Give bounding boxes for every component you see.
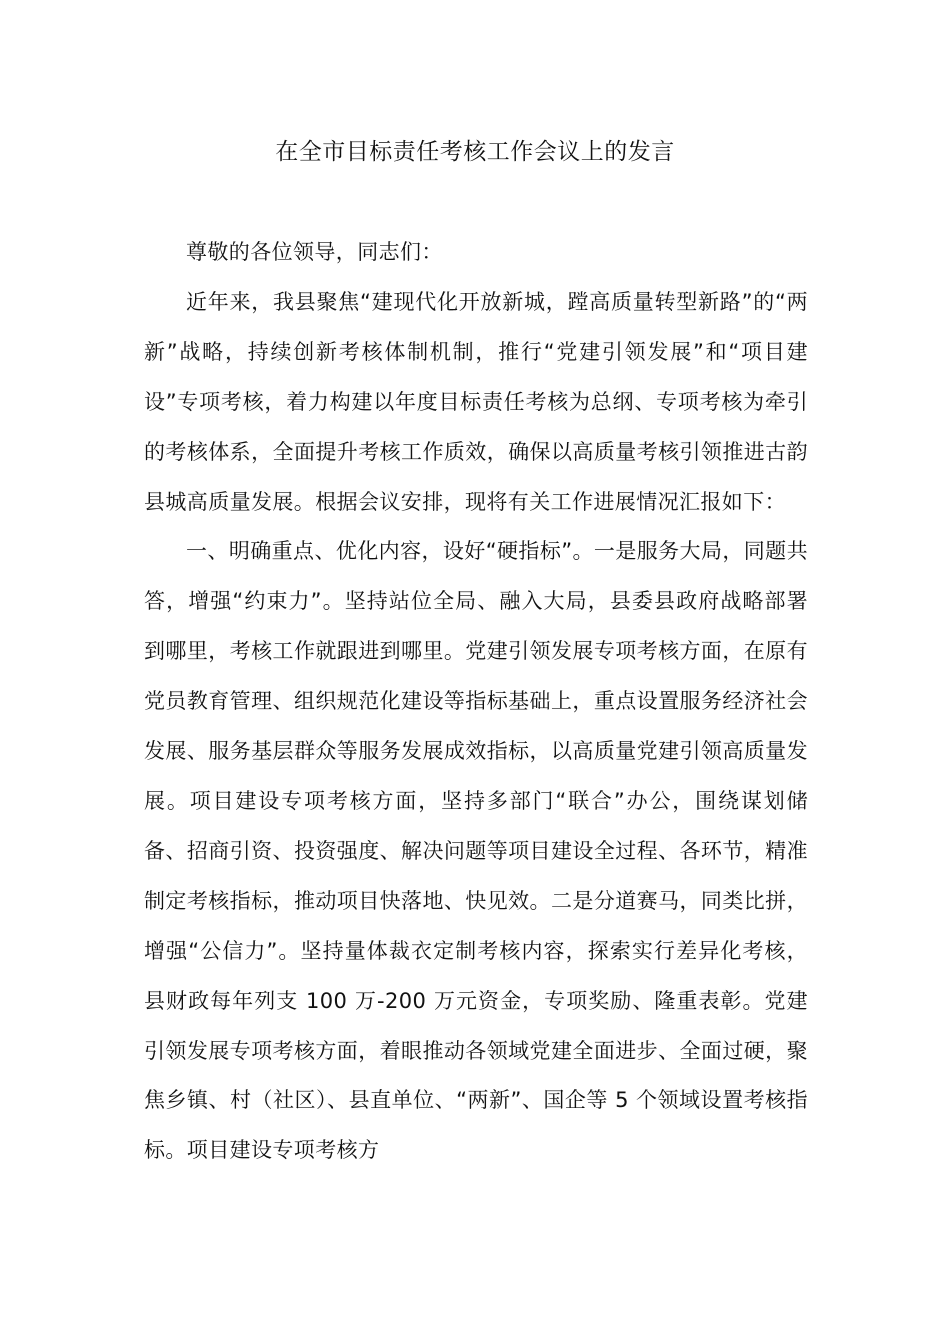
section-one-paragraph: 一、明确重点、优化内容，设好“硬指标”。一是服务大局，同题共答，增强“约束力”。坚持站位全局、融入大局，县委县政府战略部署到哪里，考核工作就跟进到哪里。党建引领发展专项考核方面，在原有党员教育管理、组织规范化建设等指标基础上，重点设置服务经济社会发展、服务基层群众等服务发展成效指标，以高质量党建引领高质量发展。项目建设专项考核方面，坚持多部门“联合”办公，围绕谋划储备、招商引资、投资强度、解决问题等项目建设全过程、各环节，精准制定考核指标，推动项目快落地、快见效。二是分道赛马，同类比拼，增强“公信力”。坚持量体裁衣定制考核内容，探索实行差异化考核，县财政每年列支 100 万-200 万元资金，专项奖励、隆重表彰。党建引领发展专项考核方面，着眼推动各领域党建全面进步、全面过硬，聚焦乡镇、村（社区）、县直单位、“两新”、国企等 5 个领域设置考核指标。项目建设专项考核方 bbox=[144, 539, 808, 1163]
salutation-paragraph: 尊敬的各位领导，同志们： bbox=[186, 240, 443, 264]
document-title: 在全市目标责任考核工作会议上的发言 bbox=[275, 139, 675, 165]
intro-paragraph: 近年来，我县聚焦“建现代化开放新城，蹚高质量转型新路”的“两新”战略，持续创新考核体制机制，推行“党建引领发展”和“项目建设”专项考核，着力构建以年度目标责任考核为总纲、专项考核为牵引的考核体系，全面提升考核工作质效，确保以高质量考核引领推进古韵县城高质量发展。根据会议安排，现将有关工作进展情况汇报如下： bbox=[144, 289, 808, 514]
document-body bbox=[144, 228, 808, 1176]
